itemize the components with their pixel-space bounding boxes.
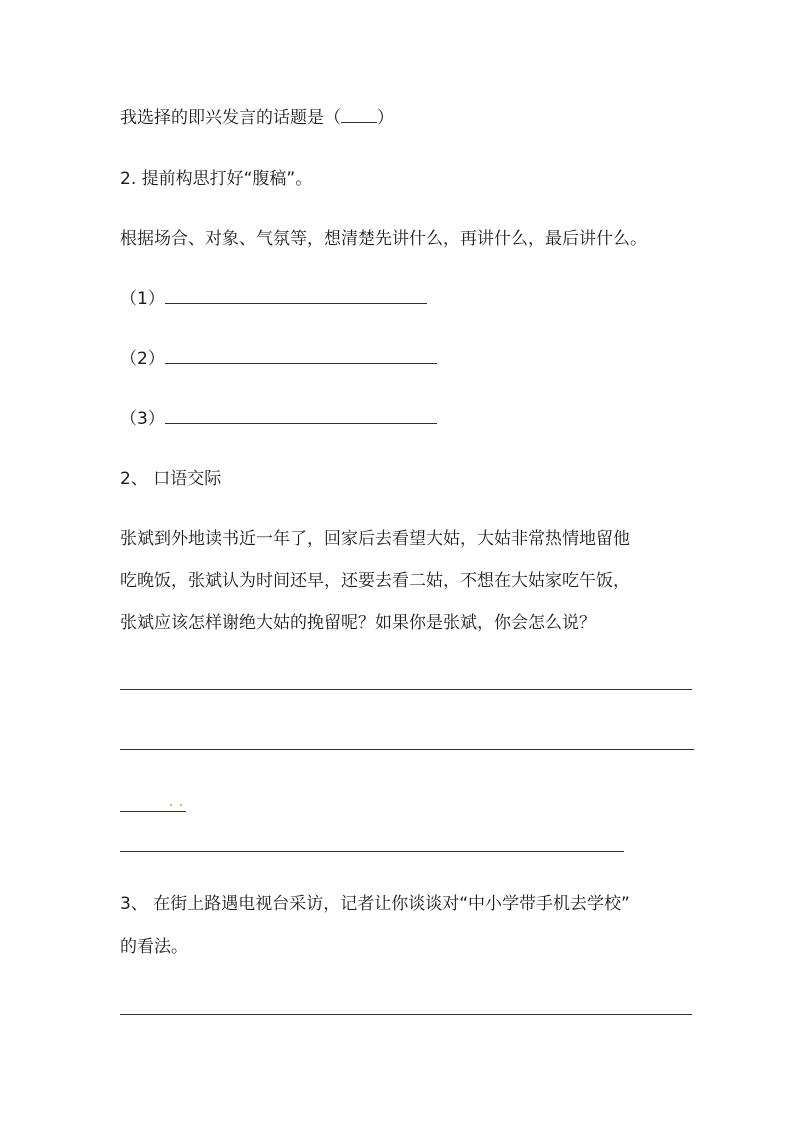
topic-prompt-line: [120, 107, 394, 129]
section2-title: 2、 口语交际: [120, 469, 222, 489]
outline-item-label: （2）: [120, 349, 165, 369]
stray-mark: [170, 804, 172, 806]
outline-item-2: [120, 348, 437, 370]
topic-answer-blank[interactable]: [341, 108, 377, 123]
outline-item-label: （3）: [120, 409, 165, 429]
answer-line-5[interactable]: [120, 1014, 692, 1015]
section2-paragraph-line-1: 张斌到外地读书近一年了，回家后去看望大姑，大姑非常热情地留他: [120, 529, 630, 549]
section3-title: 3、 在街上路遇电视台采访，记者让你谈谈对“中小学带手机去学校”: [120, 894, 630, 914]
topic-prompt-text: 我选择的即兴发言的话题是（: [120, 108, 341, 128]
topic-prompt-close: ）: [377, 108, 394, 128]
outline-item-1: [120, 288, 427, 310]
outline-answer-blank-3[interactable]: [165, 409, 437, 424]
outline-answer-blank-2[interactable]: [165, 349, 437, 364]
answer-line-3[interactable]: [120, 811, 186, 812]
answer-line-1[interactable]: [120, 689, 692, 690]
answer-line-2[interactable]: [120, 749, 694, 750]
step2-heading: 2. 提前构思打好“腹稿”。: [120, 169, 313, 189]
answer-line-4[interactable]: [120, 851, 624, 852]
outline-answer-blank-1[interactable]: [165, 289, 427, 304]
outline-item-label: （1）: [120, 289, 165, 309]
section2-paragraph-line-2: 吃晚饭，张斌认为时间还早，还要去看二姑，不想在大姑家吃午饭，: [120, 571, 630, 591]
stray-mark: [180, 804, 182, 806]
section2-paragraph-line-3: 张斌应该怎样谢绝大姑的挽留呢？如果你是张斌，你会怎么说？: [120, 613, 596, 633]
outline-item-3: [120, 408, 437, 430]
step2-description: 根据场合、对象、气氛等，想清楚先讲什么，再讲什么，最后讲什么。: [120, 229, 647, 249]
section3-title-continued: 的看法。: [120, 937, 188, 957]
